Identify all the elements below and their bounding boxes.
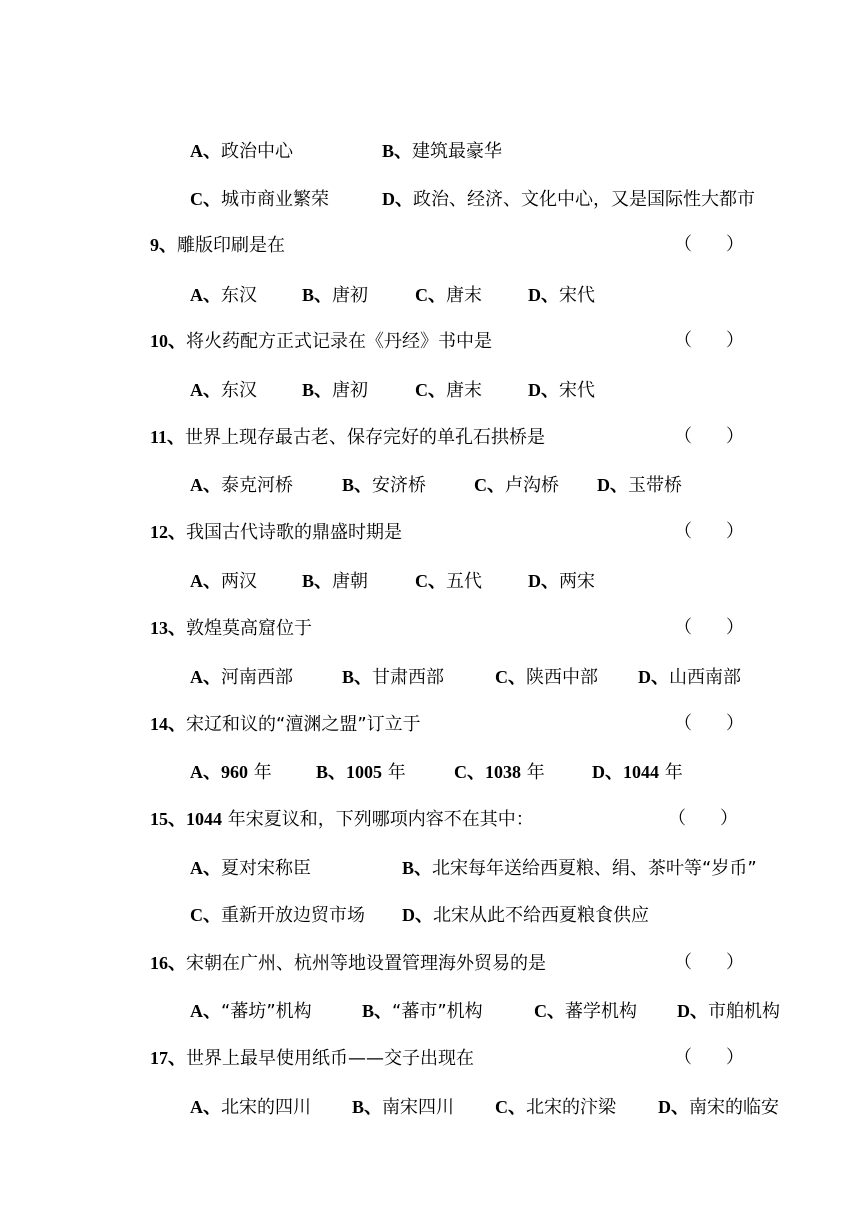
option-a[interactable]: A、河南西部 [190, 667, 293, 688]
option-d[interactable]: D、宋代 [528, 380, 595, 401]
option-c[interactable]: C、唐末 [415, 380, 482, 401]
option-d[interactable]: D、玉带桥 [597, 475, 682, 496]
question-14: 14、宋辽和议的“澶渊之盟”订立于 [150, 714, 421, 735]
option-b[interactable]: B、南宋四川 [352, 1097, 455, 1118]
option-b[interactable]: B、“蕃市”机构 [362, 1001, 483, 1022]
question-13: 13、敦煌莫高窟位于 [150, 618, 312, 639]
option-b[interactable]: B、唐初 [302, 285, 369, 306]
option-b[interactable]: B、唐初 [302, 380, 369, 401]
option-a[interactable]: A、泰克河桥 [190, 475, 293, 496]
option-a[interactable]: A、两汉 [190, 571, 257, 592]
question-17: 17、世界上最早使用纸币——交子出现在 [150, 1048, 474, 1069]
option-c[interactable]: C、北宋的汴梁 [495, 1097, 616, 1118]
option-d[interactable]: D、1044 年 [592, 762, 683, 783]
answer-blank-16[interactable]: （ ） [674, 952, 744, 973]
answer-blank-10[interactable]: （ ） [674, 330, 744, 351]
answer-blank-9[interactable]: （ ） [674, 234, 744, 255]
answer-blank-11[interactable]: （ ） [674, 426, 744, 447]
option-d[interactable]: D、北宋从此不给西夏粮食供应 [402, 905, 649, 926]
option-b[interactable]: B、1005 年 [316, 762, 406, 783]
option-b[interactable]: B、唐朝 [302, 571, 369, 592]
option-b[interactable]: B、建筑最豪华 [382, 141, 503, 162]
option-d[interactable]: D、政治、经济、文化中心，又是国际性大都市 [382, 189, 755, 210]
option-d[interactable]: D、宋代 [528, 285, 595, 306]
option-c[interactable]: C、唐末 [415, 285, 482, 306]
option-b[interactable]: B、安济桥 [342, 475, 427, 496]
option-a[interactable]: A、夏对宋称臣 [190, 858, 311, 879]
option-b[interactable]: B、甘肃西部 [342, 667, 445, 688]
option-c[interactable]: C、五代 [415, 571, 482, 592]
option-a[interactable]: A、960 年 [190, 762, 272, 783]
option-a[interactable]: A、东汉 [190, 285, 257, 306]
option-b[interactable]: B、北宋每年送给西夏粮、绢、茶叶等“岁币” [402, 858, 757, 879]
option-c[interactable]: C、陕西中部 [495, 667, 598, 688]
option-d[interactable]: D、两宋 [528, 571, 595, 592]
option-d[interactable]: D、南宋的临安 [658, 1097, 779, 1118]
question-16: 16、宋朝在广州、杭州等地设置管理海外贸易的是 [150, 953, 546, 974]
option-c[interactable]: C、重新开放边贸市场 [190, 905, 365, 926]
question-11: 11、世界上现存最古老、保存完好的单孔石拱桥是 [150, 427, 546, 448]
question-15: 15、1044 年宋夏议和，下列哪项内容不在其中： [150, 809, 534, 830]
option-d[interactable]: D、市舶机构 [677, 1001, 780, 1022]
answer-blank-15[interactable]: （ ） [668, 808, 738, 829]
question-10: 10、将火药配方正式记录在《丹经》书中是 [150, 331, 492, 352]
answer-blank-17[interactable]: （ ） [674, 1047, 744, 1068]
answer-blank-12[interactable]: （ ） [674, 521, 744, 542]
option-a[interactable]: A、政治中心 [190, 141, 293, 162]
option-a[interactable]: A、东汉 [190, 380, 257, 401]
answer-blank-14[interactable]: （ ） [674, 713, 744, 734]
option-d[interactable]: D、山西南部 [638, 667, 741, 688]
option-c[interactable]: C、1038 年 [454, 762, 545, 783]
option-c[interactable]: C、城市商业繁荣 [190, 189, 329, 210]
question-12: 12、我国古代诗歌的鼎盛时期是 [150, 522, 402, 543]
option-c[interactable]: C、蕃学机构 [534, 1001, 637, 1022]
question-9: 9、雕版印刷是在 [150, 235, 285, 256]
option-a[interactable]: A、“蕃坊”机构 [190, 1001, 312, 1022]
option-c[interactable]: C、卢沟桥 [474, 475, 559, 496]
answer-blank-13[interactable]: （ ） [674, 617, 744, 638]
option-a[interactable]: A、北宋的四川 [190, 1097, 311, 1118]
